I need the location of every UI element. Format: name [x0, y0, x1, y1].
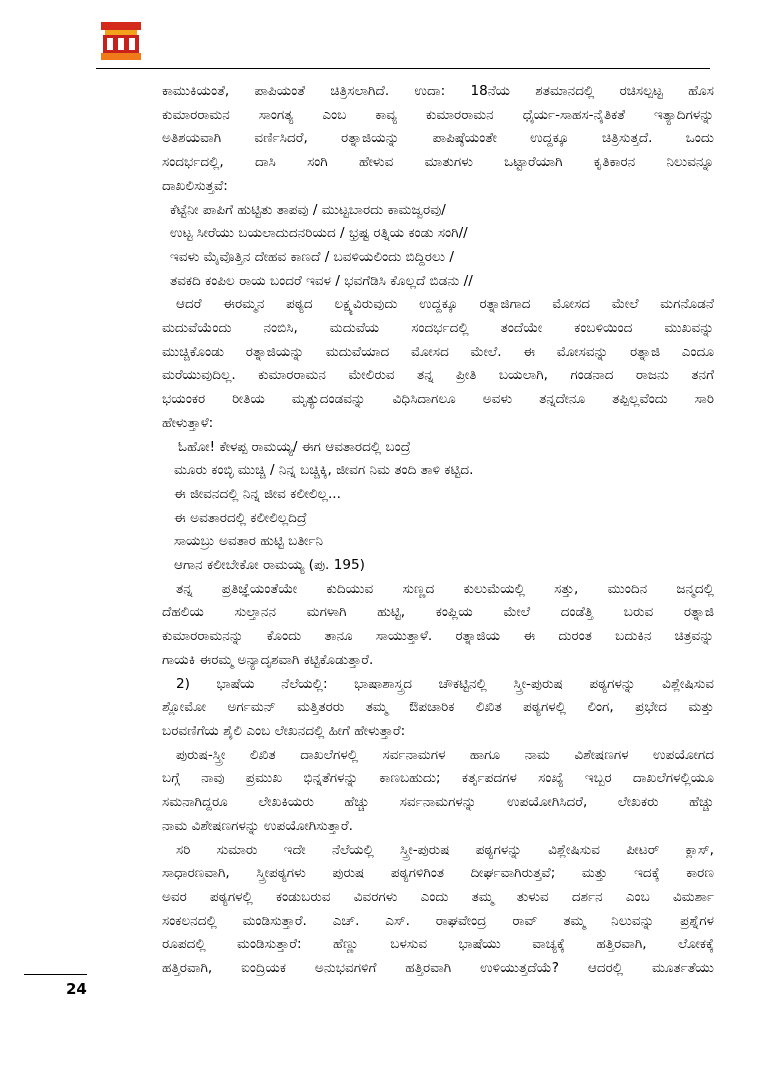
verse-line: ಮೂರು ಕಂಬ್ಳಿ ಮುಚ್ಚಿ / ನಿನ್ನ ಬಚ್ಚಿಕ್ಕಿ, ಜೀವಗ ನಿಮ ತಂದಿ ತಾಳಿ ಕಟ್ಟಿದ.	[174, 462, 474, 479]
verse-line: ಕೆಟ್ಟೆನೀ ಪಾಪಿಗೆ ಹುಟ್ಟಿತು ತಾಪವು / ಮುಟ್ಟಬಾರದು ಕಾಮಜ್ವರವು/	[170, 201, 446, 218]
paragraph-line: ಕಾಮುಕಿಯಂತೆ, ಪಾಪಿಯಂತೆ ಚಿತ್ರಿಸಲಾಗಿದೆ. ಉದಾ: 18ನೆಯ ಶತಮಾನದಲ್ಲಿ ರಚಿಸಲ್ಪಟ್ಟ ಹೊಸ	[162, 83, 714, 99]
paragraph-line: 2) ಭಾಷೆಯ ನೆಲೆಯಲ್ಲಿ: ಭಾಷಾಶಾಸ್ತ್ರದ ಚೌಕಟ್ಟಿನಲ್ಲಿ ಸ್ತ್ರೀ-ಪುರುಷ ಪಠ್ಯಗಳನ್ನು ವಿಶ್ಲೇಷಿಸುವ	[176, 675, 714, 692]
verse-line: ಇವಳು ಮೈವೊತ್ತಿನ ದೇಹವ ಕಾಣದೆ / ಬವಳಿಯಲಿಂದು ಬಿದ್ದಿರಲು /	[170, 248, 454, 265]
verse-line: ಈ ಜೀವನದಲ್ಲಿ ನಿನ್ನ ಜೀವ ಕಲೀಲಿಲ್ಲ...	[174, 485, 341, 502]
paragraph-line: ಪುರುಷ-ಸ್ತ್ರೀ ಲಿಖಿತ ದಾಖಲೆಗಳಲ್ಲಿ ಸರ್ವನಾಮಗಳ ಹಾಗೂ ನಾಮ ವಿಶೇಷಣಗಳ ಉಪಯೋಗದ	[176, 746, 714, 763]
paragraph-line: ಗಾಯಕಿ ಈರಮ್ಮ ಅನ್ಯಾದೃಶವಾಗಿ ಕಟ್ಟಿಕೊಡುತ್ತಾರೆ.	[162, 651, 374, 668]
paragraph-line: ಅತಿಶಯವಾಗಿ ವರ್ಣಿಸಿದರೆ, ರತ್ನಾಜಿಯನ್ನು ಪಾಪಿಷ್ಠೆಯಂತೇ ಉದ್ದಕ್ಕೂ ಚಿತ್ರಿಸುತ್ತದೆ. ಒಂದು	[162, 130, 714, 147]
verse-line: ಸಾಯಬ್ರು ಅವತಾರ ಹುಟ್ಟಿ ಬರ್ತೀನಿ	[174, 533, 324, 550]
verse-line: ಈ ಅವತಾರದಲ್ಲಿ ಕಲೀಲಿಲ್ಲದಿದ್ರೆ	[174, 509, 307, 526]
paragraph-line: ಕುಮಾರರಾಮನನ್ನು ಕೊಂದು ತಾನೂ ಸಾಯುತ್ತಾಳೆ. ರತ್ನಾಜಿಯ ಈ ದುರಂತ ಬದುಕಿನ ಚಿತ್ರವನ್ನು	[162, 628, 714, 645]
verse-line: ಆಗಾನ ಕಲೀಬೇಕೋ ರಾಮಯ್ಯ (ಪು. 195)	[174, 557, 365, 574]
paragraph-line: ಸಾಧಾರಣವಾಗಿ, ಸ್ತ್ರೀಪಠ್ಯಗಳು ಪುರುಷ ಪಠ್ಯಗಳಿಗಿಂತ ದೀರ್ಘವಾಗಿರುತ್ತವೆ; ಮತ್ತು ಇದಕ್ಕೆ ಕಾರಣ	[162, 865, 714, 882]
paragraph-line: ಬಗ್ಗೆ ನಾವು ಪ್ರಮುಖ ಭಿನ್ನತೆಗಳನ್ನು ಕಾಣಬಹುದು; ಕರ್ತೃಪದಗಳ ಸಂಖ್ಯೆ ಇಬ್ಬರ ದಾಖಲೆಗಳಲ್ಲಿಯೂ	[162, 770, 714, 787]
paragraph-line: ತನ್ನ ಪ್ರತಿಜ್ಞೆಯಂತೆಯೇ ಕುದಿಯುವ ಸುಣ್ಣದ ಕುಲುಮೆಯಲ್ಲಿ ಸತ್ತು, ಮುಂದಿನ ಜನ್ಮದಲ್ಲಿ	[176, 580, 714, 597]
header-rule	[96, 68, 710, 69]
paragraph-line: ಸರಿ ಸುಮಾರು ಇದೇ ನೆಲೆಯಲ್ಲಿ ಸ್ತ್ರೀ-ಪುರುಷ ಪಠ್ಯಗಳನ್ನು ವಿಶ್ಲೇಷಿಸುವ ಪೀಟರ್ ಕ್ಲಾಸ್,	[176, 841, 714, 858]
paragraph-line: ನಾಮ ವಿಶೇಷಣಗಳನ್ನು ಉಪಯೋಗಿಸುತ್ತಾರೆ.	[162, 817, 353, 834]
page-body	[162, 80, 714, 981]
paragraph-line: ಮರೆಯುವುದಿಲ್ಲ. ಕುಮಾರರಾಮನ ಮೇಲಿರುವ ತನ್ನ ಪ್ರೀತಿ ಬಯಲಾಗಿ, ಗಂಡನಾದ ರಾಜನು ತನಗೆ	[162, 367, 714, 384]
paragraph-line: ಸಂದರ್ಭದಲ್ಲಿ, ದಾಸಿ ಸಂಗಿ ಹೇಳುವ ಮಾತುಗಳು ಒಟ್ಟಾರೆಯಾಗಿ ಕೃತಿಕಾರನ ನಿಲುವನ್ನೂ	[162, 154, 714, 171]
verse-line: ಉಟ್ಟ ಸೀರೆಯು ಬಯಲಾದುದನರಿಯದ / ಭ್ರಷ್ಟ ರತ್ನಿಯ ಕಂಡು ಸಂಗಿ//	[170, 225, 468, 242]
paragraph-line: ಹತ್ತಿರವಾಗಿ, ಐಂದ್ರಿಯಕ ಅನುಭವಗಳಿಗೆ ಹತ್ತಿರವಾಗಿ ಉಳಿಯುತ್ತದೆಯೆ? ಆದರಲ್ಲಿ ಮೂರ್ತತೆಯು	[162, 960, 714, 977]
paragraph-line: ಭಯಂಕರ ರೀತಿಯ ಮೃತ್ಯುದಂಡವನ್ನು ವಿಧಿಸಿದಾಗಲೂ ಅವಳು ತನ್ನದೇನೂ ತಪ್ಪಿಲ್ಲವೆಂದು ಸಾರಿ	[162, 391, 714, 408]
verse-line: ಓಹೋ! ಕೇಳಪ್ಪ ರಾಮಯ್ಯ/ ಈಗ ಆವತಾರದಲ್ಲಿ ಬಂದ್ರೆ	[178, 438, 411, 455]
paragraph-line: ಹೇಳುತ್ತಾಳೆ:	[162, 414, 214, 431]
paragraph-line: ಅವರ ಪಠ್ಯಗಳಲ್ಲಿ ಕಂಡುಬರುವ ವಿವರಗಳು ಎಂದು ತಮ್ಮ ತುಳುವ ದರ್ಶನ ಎಂಬ ವಿಮರ್ಶಾ	[162, 888, 714, 905]
paragraph-line: ಮದುವೆಯೆಂದು ನಂಬಿಸಿ, ಮದುವೆಯ ಸಂದರ್ಭದಲ್ಲಿ ತಂದೆಯೇ ಕಂಬಳಿಯಿಂದ ಮುಖವನ್ನು	[162, 320, 714, 337]
paragraph-line: ದೆಹಲಿಯ ಸುಲ್ತಾನನ ಮಗಳಾಗಿ ಹುಟ್ಟಿ, ಕಂಪ್ಲಿಯ ಮೇಲೆ ದಂಡೆತ್ತಿ ಬರುವ ರತ್ನಾಜಿ	[162, 604, 714, 621]
paragraph-line: ದಾಖಲಿಸುತ್ತವೆ:	[162, 177, 228, 194]
paragraph-line: ಸಂಕಲನದಲ್ಲಿ ಮಂಡಿಸುತ್ತಾರೆ. ಎಚ್. ಎಸ್. ರಾಘವೇಂದ್ರ ರಾವ್ ತಮ್ಮ ನಿಲುವನ್ನು ಪ್ರಶ್ನೆಗಳ	[162, 912, 714, 929]
footer-rule	[24, 974, 87, 975]
page-number: 24	[66, 980, 87, 998]
paragraph-line: ರೂಪದಲ್ಲಿ ಮಂಡಿಸುತ್ತಾರೆ: ಹೆಣ್ಣು ಬಳಸುವ ಭಾಷೆಯು ವಾಚ್ಯಕ್ಕೆ ಹತ್ತಿರವಾಗಿ, ಲೋಕಕ್ಕೆ	[162, 936, 714, 953]
paragraph-line: ಬರವಣಿಗೆಯ ಶೈಲಿ ಎಂಬ ಲೇಖನದಲ್ಲಿ ಹೀಗೆ ಹೇಳುತ್ತಾರೆ:	[162, 722, 406, 739]
paragraph-line: ಶ್ಲೋಮೋ ಅರ್ಗಮನ್ ಮತ್ತಿತರರು ತಮ್ಮ ಔಪಚಾರಿಕ ಲಿಖಿತ ಪಠ್ಯಗಳಲ್ಲಿ ಲಿಂಗ, ಪ್ರಭೇದ ಮತ್ತು	[162, 699, 714, 716]
paragraph-line: ಆದರೆ ಈರಮ್ಮನ ಪಠ್ಯದ ಲಕ್ಷ್ಯವಿರುವುದು ಉದ್ದಕ್ಕೂ ರತ್ನಾಜಿಗಾದ ಮೋಸದ ಮೇಲೆ ಮಗನೊಡನೆ	[176, 296, 714, 313]
paragraph-line: ಸಮನಾಗಿದ್ದರೂ ಲೇಖಕಿಯರು ಹೆಚ್ಚು ಸರ್ವನಾಮಗಳನ್ನು ಉಪಯೋಗಿಸಿದರೆ, ಲೇಖಕರು ಹೆಚ್ಚು	[162, 794, 714, 811]
paragraph-line: ಮುಚ್ಚಿಕೊಂಡು ರತ್ನಾಜಿಯನ್ನು ಮದುವೆಯಾದ ಮೋಸದ ಮೇಲೆ. ಈ ಮೋಸವನ್ನು ರತ್ನಾಜಿ ಎಂದೂ	[162, 343, 714, 360]
paragraph-line: ಕುಮಾರರಾಮನ ಸಾಂಗತ್ಯ ಎಂಬ ಕಾವ್ಯ ಕುಮಾರರಾಮನ ಧೈರ್ಯ-ಸಾಹಸ-ನೈತಿಕತೆ ಇತ್ಯಾದಿಗಳನ್ನು	[162, 106, 714, 123]
publication-logo-icon	[101, 22, 141, 60]
verse-line: ತವಕದಿ ಕಂಪಿಲ ರಾಯ ಬಂದರೆ ಇವಳ / ಭವಗೆಡಿಸಿ ಕೊಲ್ಲದೆ ಬಿಡನು //	[170, 272, 473, 289]
